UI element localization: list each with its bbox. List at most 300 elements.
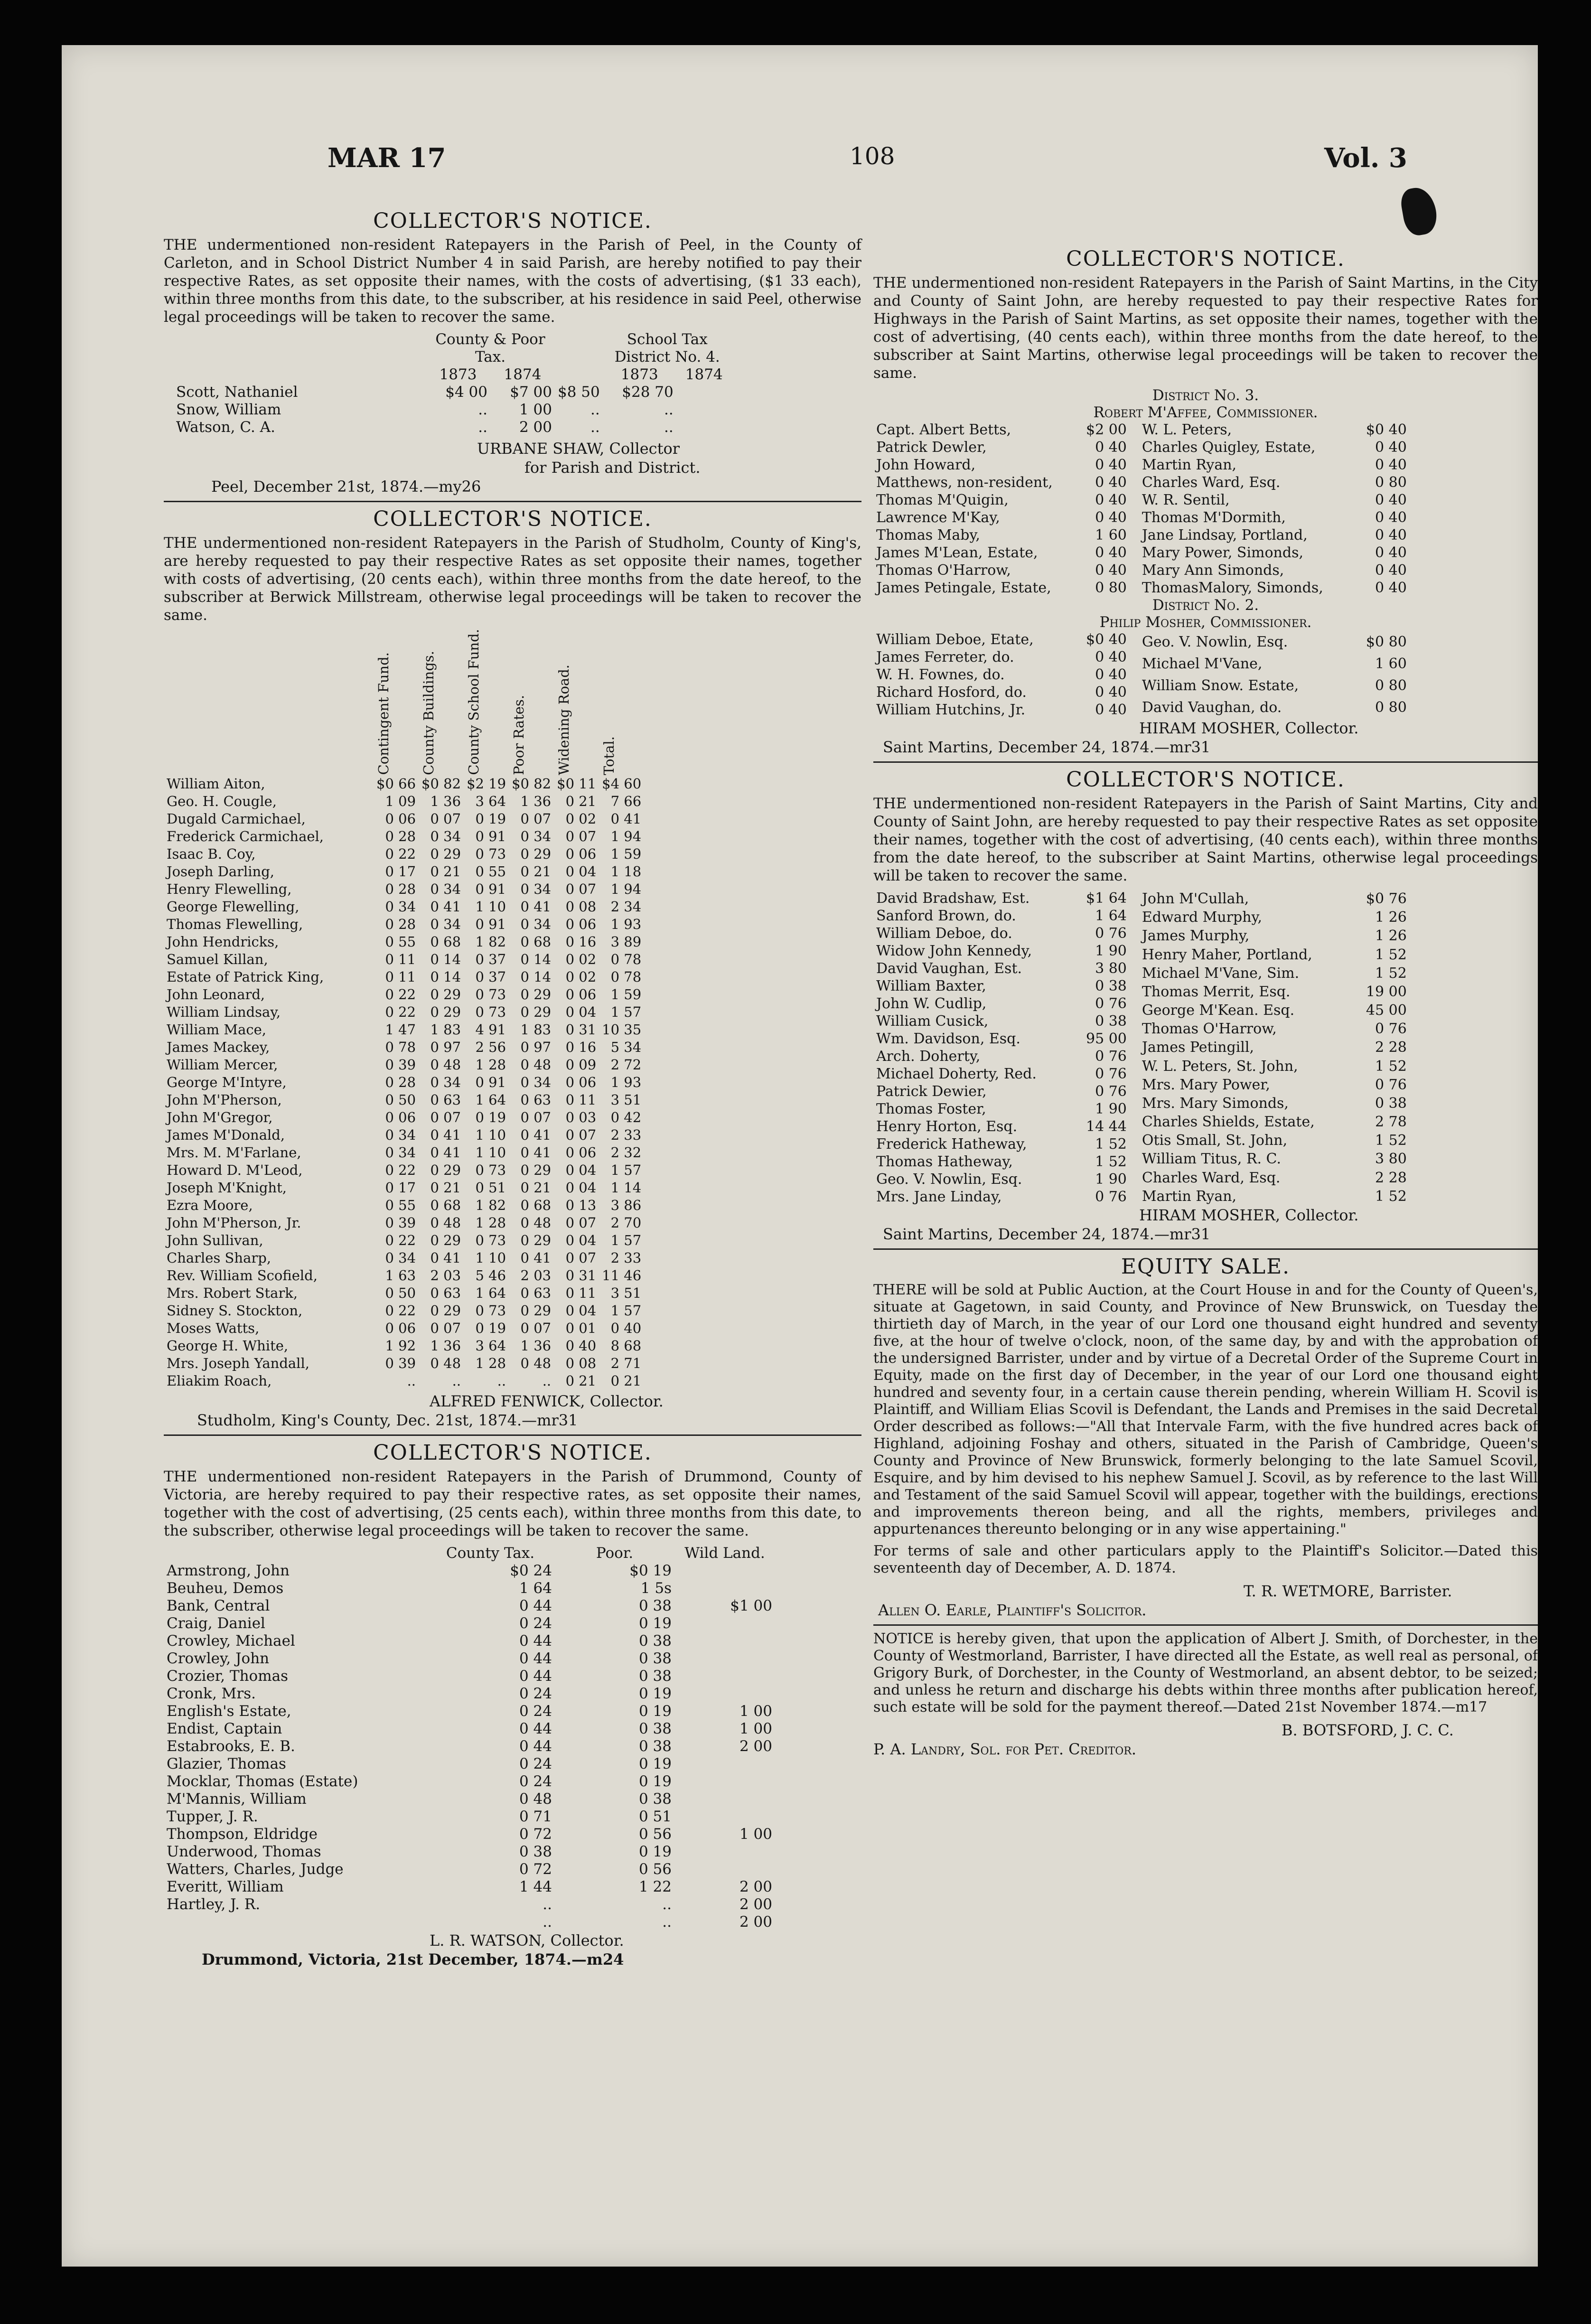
amount-cell: 0 11 (385, 968, 416, 985)
table-row (173, 401, 732, 419)
table-row (164, 986, 644, 1003)
amount-cell: 1 26 (1375, 909, 1407, 926)
table-row (164, 1039, 644, 1056)
name-cell: John Howard, (876, 457, 976, 473)
name-cell: James Ferreter, do. (876, 649, 1014, 665)
table-row (164, 1162, 644, 1179)
amount-cell: 0 40 (1095, 544, 1127, 561)
name-cell: Watson, C. A. (176, 419, 275, 436)
amount-cell: $2 00 (1086, 422, 1127, 438)
name-cell: Henry Flewelling, (167, 881, 292, 897)
amount-cell: 0 06 (385, 1109, 416, 1125)
table-row (164, 1808, 775, 1826)
name-cell: Arch. Doherty, (876, 1048, 981, 1065)
name-cell: Estate of Patrick King, (167, 968, 324, 985)
amount-cell: 1 93 (610, 916, 642, 932)
name-cell: Thomas O'Harrow, (876, 562, 1011, 579)
amount-cell: 0 07 (430, 1320, 461, 1336)
name-cell: James Petingill, (1142, 1039, 1254, 1056)
divider (873, 1624, 1538, 1626)
drummond-body: THE undermentioned non-resident Ratepayers in the Parish of Drummond, County of Victoria, are hereby required to pay their respective rates, as set opposite their names, together with the cost of advertising, (25 cents each), within three months from this date, to the subscriber, otherwise legal proceedings will be taken to recover the same. (164, 1468, 861, 1539)
amount-cell: 5 34 (610, 1039, 642, 1055)
amount-cell: 0 80 (1095, 580, 1127, 596)
name-cell: Crowley, John (167, 1649, 270, 1667)
name-cell: Crozier, Thomas (167, 1667, 289, 1685)
table-row (164, 1056, 644, 1074)
table-row (1139, 946, 1410, 964)
table-row (164, 1337, 644, 1355)
amount-cell: 1 28 (475, 1355, 506, 1371)
amount-cell: 0 73 (475, 845, 506, 862)
amount-cell: 0 55 (385, 933, 416, 950)
table-row (164, 916, 644, 933)
amount-cell: 3 80 (1375, 1151, 1407, 1168)
amount-cell: 0 73 (475, 986, 506, 1003)
amount-cell: 0 29 (520, 845, 552, 862)
amount-cell: 0 40 (1375, 509, 1407, 526)
table-row (173, 419, 732, 436)
amount-cell: 0 55 (475, 863, 506, 880)
amount-cell: 0 06 (565, 1074, 597, 1090)
amount-cell: 0 07 (430, 1109, 461, 1125)
table-row (164, 1126, 644, 1144)
table-row (873, 456, 1130, 474)
name-cell: William Titus, R. C. (1142, 1151, 1281, 1168)
amount-cell: 0 06 (565, 845, 597, 862)
table-row (1139, 474, 1410, 491)
name-cell: John Sullivan, (167, 1232, 263, 1248)
amount-cell: 0 21 (565, 1372, 597, 1389)
name-cell (164, 1913, 426, 1931)
peel-group2: School Tax District No. 4. (614, 331, 720, 365)
amount-cell: 3 64 (475, 793, 506, 809)
name-cell: Scott, Nathaniel (176, 384, 298, 401)
amount-cell: 0 48 (520, 1355, 552, 1371)
amount-cell: .. (497, 1372, 506, 1389)
amount-cell: 1 60 (1095, 527, 1127, 544)
amount-cell (674, 1861, 775, 1878)
amount-cell: 2 34 (610, 898, 642, 915)
studholm-table (164, 629, 644, 1390)
amount-cell: 0 44 (519, 1632, 552, 1649)
amount-cell: 0 76 (1095, 925, 1127, 942)
amount-cell (674, 1755, 775, 1773)
amount-cell (674, 1668, 775, 1685)
table-row (1139, 544, 1410, 562)
amount-cell: 11 46 (602, 1267, 642, 1284)
amount-cell: 0 07 (565, 828, 597, 844)
amount-cell: 0 73 (475, 1232, 506, 1248)
table-row (164, 1826, 775, 1843)
amount-cell: 0 73 (475, 1302, 506, 1319)
amount-cell: 5 46 (475, 1267, 506, 1284)
table-row (1139, 983, 1410, 1001)
amount-cell: $0 66 (376, 775, 416, 792)
amount-cell: .. (543, 1895, 552, 1913)
amount-cell: 3 89 (610, 933, 642, 950)
table-row (873, 1048, 1130, 1065)
name-cell: James Petingale, Estate, (876, 580, 1051, 596)
name-cell: John Leonard, (167, 986, 265, 1003)
amount-cell: 0 44 (519, 1667, 552, 1685)
amount-cell: 0 44 (519, 1720, 552, 1737)
table-row (873, 544, 1130, 562)
amount-cell: 0 37 (475, 968, 506, 985)
peel-collector-role: for Parish and District. (524, 459, 701, 477)
name-cell: William Aiton, (167, 775, 265, 792)
name-cell: Thomas O'Harrow, (1142, 1021, 1277, 1038)
table-row (873, 890, 1130, 907)
name-cell: John M'Pherson, (167, 1091, 282, 1108)
amount-cell: 0 40 (1095, 457, 1127, 473)
name-cell: Geo. V. Nowlin, Esq. (1142, 633, 1288, 650)
sm1-d2-right (1139, 631, 1410, 719)
name-cell: Patrick Dewier, (876, 1083, 987, 1100)
sm2-right (1139, 890, 1410, 1206)
amount-cell: 0 40 (1095, 649, 1127, 665)
name-cell: Henry Maher, Portland, (1142, 946, 1312, 963)
name-cell: Mary Power, Simonds, (1142, 544, 1304, 561)
amount-cell: 0 24 (519, 1685, 552, 1702)
name-cell: Sidney S. Stockton, (167, 1302, 303, 1319)
peel-dateline: Peel, December 21st, 1874.—my26 (211, 478, 481, 496)
name-cell: W. H. Fownes, do. (876, 666, 1005, 683)
name-cell: Mrs. Mary Simonds, (1142, 1095, 1289, 1112)
table-row (164, 1214, 644, 1232)
table-row (164, 1197, 644, 1214)
amount-cell: 1 14 (610, 1179, 642, 1196)
sm2-dateline: Saint Martins, December 24, 1874.—mr31 (883, 1225, 1211, 1243)
name-cell: Richard Hosford, do. (876, 684, 1027, 701)
amount-cell: 1 63 (385, 1267, 416, 1284)
amount-cell: 95 00 (1086, 1031, 1127, 1047)
amount-cell: 0 38 (1095, 1013, 1127, 1030)
name-cell: Craig, Daniel (167, 1614, 265, 1632)
amount-cell: 0 50 (385, 1284, 416, 1301)
amount-cell: 0 24 (519, 1755, 552, 1772)
table-row (164, 863, 644, 881)
amount-cell: 0 68 (520, 933, 552, 950)
amount-cell: 0 14 (520, 951, 552, 967)
amount-cell: 0 40 (1095, 666, 1127, 683)
amount-cell: 1 09 (385, 793, 416, 809)
name-cell: Patrick Dewler, (876, 439, 987, 456)
name-cell: William Mace, (167, 1021, 267, 1038)
name-cell: Howard D. M'Leod, (167, 1162, 303, 1178)
amount-cell: 0 01 (565, 1320, 597, 1336)
table-row (164, 1896, 775, 1913)
table-row (164, 1580, 775, 1597)
table-row (164, 1179, 644, 1197)
amount-cell: .. (407, 1372, 416, 1389)
amount-cell: 0 21 (520, 1179, 552, 1196)
table-row (873, 1030, 1130, 1048)
table-row (873, 942, 1130, 960)
amount-cell: 0 48 (430, 1214, 461, 1231)
name-cell: William Baxter, (876, 978, 986, 994)
divider (873, 1248, 1538, 1250)
amount-cell: 1 52 (1375, 1132, 1407, 1149)
table-row (164, 1355, 644, 1372)
amount-cell: 2 00 (739, 1878, 772, 1895)
peel-year: 1873 (620, 366, 658, 383)
studholm-header: Total. (601, 736, 618, 775)
sm1-commissioner2: Philip Mosher, Commissioner. (1099, 614, 1312, 631)
drummond-header: County Tax. (446, 1544, 535, 1562)
amount-cell: 1 44 (519, 1878, 552, 1895)
amount-cell: 0 21 (430, 863, 461, 880)
amount-cell: 1 00 (739, 1702, 772, 1720)
amount-cell: $0 24 (510, 1562, 552, 1579)
table-row (164, 1668, 775, 1685)
amount-cell: 0 80 (1375, 474, 1407, 491)
table-row (164, 933, 644, 951)
amount-cell: .. (664, 419, 674, 436)
name-cell: Glazier, Thomas (167, 1755, 286, 1772)
table-row (164, 1843, 775, 1861)
amount-cell: 0 40 (1095, 492, 1127, 508)
amount-cell: $0 40 (1366, 422, 1407, 438)
amount-cell: 0 55 (385, 1197, 416, 1213)
amount-cell: 0 28 (385, 1074, 416, 1090)
amount-cell: 1 57 (610, 1232, 642, 1248)
amount-cell: 1 57 (610, 1302, 642, 1319)
amount-cell: 0 29 (430, 986, 461, 1003)
amount-cell: .. (662, 1913, 672, 1930)
studholm-header: Contingent Fund. (375, 652, 392, 775)
amount-cell: 1 36 (430, 1337, 461, 1354)
table-row (164, 1003, 644, 1021)
table-row (1139, 653, 1410, 675)
name-cell: John M'Cullah, (1142, 890, 1249, 908)
name-cell: William Mercer, (167, 1056, 278, 1073)
name-cell: Joseph M'Knight, (167, 1179, 287, 1196)
table-row (873, 1012, 1130, 1030)
amount-cell: 0 44 (519, 1649, 552, 1667)
notice-judge: B. BOTSFORD, J. C. C. (1282, 1721, 1454, 1739)
amount-cell: 1 00 (519, 401, 552, 418)
table-row (1139, 697, 1410, 719)
name-cell: Mocklar, Thomas (Estate) (167, 1772, 358, 1790)
name-cell: Charles Ward, Esq. (1142, 474, 1281, 491)
amount-cell: .. (664, 401, 674, 418)
amount-cell: 0 34 (385, 1249, 416, 1266)
amount-cell: 0 29 (430, 845, 461, 862)
amount-cell: 0 29 (520, 1003, 552, 1020)
amount-cell: .. (542, 1372, 552, 1389)
table-row (173, 384, 732, 401)
amount-cell: 0 41 (520, 1144, 552, 1161)
drummond-collector: L. R. WATSON, Collector. (430, 1931, 624, 1949)
amount-cell: 8 68 (610, 1337, 642, 1354)
name-cell: Thomas M'Quigin, (876, 492, 1009, 508)
amount-cell: 4 91 (475, 1021, 506, 1038)
amount-cell: 0 34 (520, 828, 552, 844)
amount-cell: 0 34 (520, 1074, 552, 1090)
amount-cell: 0 07 (520, 1109, 552, 1125)
table-row (164, 1650, 775, 1668)
amount-cell: 0 38 (638, 1790, 672, 1808)
amount-cell: 0 24 (519, 1702, 552, 1720)
amount-cell: 0 40 (1375, 457, 1407, 473)
table-row (873, 977, 1130, 995)
amount-cell: 0 06 (565, 986, 597, 1003)
amount-cell: 1 59 (610, 986, 642, 1003)
amount-cell: 0 48 (430, 1355, 461, 1371)
amount-cell: 0 38 (638, 1632, 672, 1649)
name-cell: John Hendricks, (167, 933, 279, 950)
name-cell: James Murphy, (1142, 928, 1250, 945)
name-cell: Ezra Moore, (167, 1197, 253, 1213)
amount-cell: 0 39 (385, 1355, 416, 1371)
table-row (164, 775, 644, 793)
amount-cell: 0 72 (519, 1825, 552, 1843)
sm1-title: COLLECTOR'S NOTICE. (1066, 247, 1345, 271)
studholm-title: COLLECTOR'S NOTICE. (373, 507, 652, 531)
name-cell: Sanford Brown, do. (876, 908, 1016, 924)
amount-cell: 0 22 (385, 1003, 416, 1020)
name-cell: Crowley, Michael (167, 1632, 295, 1649)
amount-cell: 19 00 (1366, 983, 1407, 1000)
amount-cell: 1 28 (475, 1214, 506, 1231)
amount-cell: 0 38 (638, 1737, 672, 1755)
amount-cell: 0 40 (1095, 562, 1127, 579)
amount-cell: 0 22 (385, 986, 416, 1003)
amount-cell: 1 18 (610, 863, 642, 880)
studholm-collector: ALFRED FENWICK, Collector. (430, 1392, 664, 1410)
table-row (873, 1153, 1130, 1171)
amount-cell: 0 24 (519, 1614, 552, 1632)
amount-cell: 0 51 (638, 1808, 672, 1825)
amount-cell: 0 21 (565, 793, 597, 809)
amount-cell: 0 48 (430, 1056, 461, 1073)
name-cell: Geo. V. Nowlin, Esq. (876, 1171, 1022, 1188)
name-cell: W. L. Peters, St. John, (1142, 1058, 1298, 1075)
table-row (873, 1118, 1130, 1135)
drummond-title: COLLECTOR'S NOTICE. (373, 1440, 652, 1465)
amount-cell: 0 73 (475, 1162, 506, 1178)
name-cell: Lawrence M'Kay, (876, 509, 1000, 526)
amount-cell: 1 00 (739, 1825, 772, 1843)
amount-cell: $2 19 (467, 775, 506, 792)
amount-cell: 1 28 (475, 1056, 506, 1073)
table-row (1139, 1020, 1410, 1038)
table-row (873, 666, 1130, 684)
peel-year: 1873 (439, 366, 477, 383)
amount-cell: 1 64 (519, 1579, 552, 1597)
amount-cell: 0 48 (519, 1790, 552, 1808)
amount-cell: 0 97 (520, 1039, 552, 1055)
table-row (164, 1597, 775, 1615)
table-row (873, 1065, 1130, 1083)
name-cell: Thompson, Eldridge (167, 1825, 318, 1843)
amount-cell: 0 63 (430, 1091, 461, 1108)
amount-cell: 0 40 (1375, 439, 1407, 456)
amount-cell: $28 70 (622, 384, 674, 401)
amount-cell (674, 1562, 775, 1580)
name-cell: Thomas M'Dormith, (1142, 509, 1286, 526)
table-row (1139, 491, 1410, 509)
name-cell: John M'Pherson, Jr. (167, 1214, 301, 1231)
amount-cell: 0 44 (519, 1597, 552, 1614)
name-cell: William Deboe, Etate, (876, 631, 1034, 648)
sm1-d2-left (873, 631, 1130, 719)
name-cell: Everitt, William (167, 1878, 284, 1895)
table-row (873, 474, 1130, 491)
name-cell: Mrs. Robert Stark, (167, 1284, 298, 1301)
table-row (1139, 890, 1410, 908)
name-cell: Michael M'Vane, (1142, 655, 1263, 672)
amount-cell: 0 42 (610, 1109, 642, 1125)
amount-cell: 1 59 (610, 845, 642, 862)
amount-cell: 1 57 (610, 1003, 642, 1020)
amount-cell: 0 04 (565, 1302, 597, 1319)
amount-cell: $0 19 (629, 1562, 672, 1579)
amount-cell: 0 48 (520, 1056, 552, 1073)
amount-cell: 0 97 (430, 1039, 461, 1055)
name-cell: ThomasMalory, Simonds, (1142, 580, 1323, 596)
amount-cell: 0 40 (565, 1337, 597, 1354)
amount-cell: 1 83 (430, 1021, 461, 1038)
amount-cell: 1 52 (1375, 1188, 1407, 1205)
amount-cell: 0 91 (475, 828, 506, 844)
table-row (873, 701, 1130, 719)
amount-cell: 0 16 (565, 1039, 597, 1055)
name-cell: William Hutchins, Jr. (876, 702, 1026, 718)
amount-cell: 0 41 (430, 1126, 461, 1143)
amount-cell: $4 60 (602, 775, 642, 792)
sm1-dateline: Saint Martins, December 24, 1874.—mr31 (883, 738, 1211, 756)
table-row (164, 1861, 775, 1878)
amount-cell: 0 28 (385, 828, 416, 844)
name-cell: William Deboe, do. (876, 925, 1012, 942)
name-cell: Beuheu, Demos (167, 1579, 284, 1597)
table-row (164, 898, 644, 916)
table-row (164, 1074, 644, 1091)
sm1-body: THE undermentioned non-resident Ratepayers in the Parish of Saint Martins, in the City and County of Saint John, are hereby requested to pay their respective Rates for Highways in the Parish of Saint Martins, as set opposite their names, together with the cost of advertising, (40 cents each), within three months from the date hereof, to the subscriber at Saint Martins, otherwise legal proceedings will be taken to recover the same. (873, 274, 1538, 382)
table-row (164, 845, 644, 863)
name-cell: Watters, Charles, Judge (167, 1860, 344, 1878)
amount-cell: 2 71 (610, 1355, 642, 1371)
amount-cell: 0 07 (520, 810, 552, 827)
amount-cell: 0 37 (475, 951, 506, 967)
peel-group1: County & Poor Tax. (435, 331, 545, 365)
amount-cell: 1 64 (475, 1091, 506, 1108)
amount-cell: 0 40 (1375, 562, 1407, 579)
table-row (164, 1232, 644, 1249)
amount-cell: 0 04 (565, 863, 597, 880)
amount-cell: .. (543, 1913, 552, 1930)
amount-cell: 1 90 (1095, 1171, 1127, 1188)
name-cell: Joseph Darling, (167, 863, 275, 880)
amount-cell: 0 04 (565, 1179, 597, 1196)
name-cell: George H. White, (167, 1337, 289, 1354)
name-cell: James M'Donald, (167, 1126, 285, 1143)
amount-cell: 0 06 (565, 916, 597, 932)
amount-cell: .. (478, 419, 487, 436)
sm2-collector: HIRAM MOSHER, Collector. (1139, 1206, 1359, 1224)
amount-cell: 0 28 (385, 916, 416, 932)
amount-cell: 0 34 (520, 881, 552, 897)
name-cell: Underwood, Thomas (167, 1843, 321, 1860)
notice-solicitor: P. A. Landry, Sol. for Pet. Creditor. (873, 1740, 1137, 1758)
name-cell: Charles Quigley, Estate, (1142, 439, 1316, 456)
amount-cell: 0 40 (1095, 702, 1127, 718)
amount-cell: 0 91 (475, 916, 506, 932)
amount-cell (674, 1773, 775, 1790)
name-cell: Bank, Central (167, 1597, 270, 1614)
studholm-header: County School Fund. (466, 629, 482, 775)
